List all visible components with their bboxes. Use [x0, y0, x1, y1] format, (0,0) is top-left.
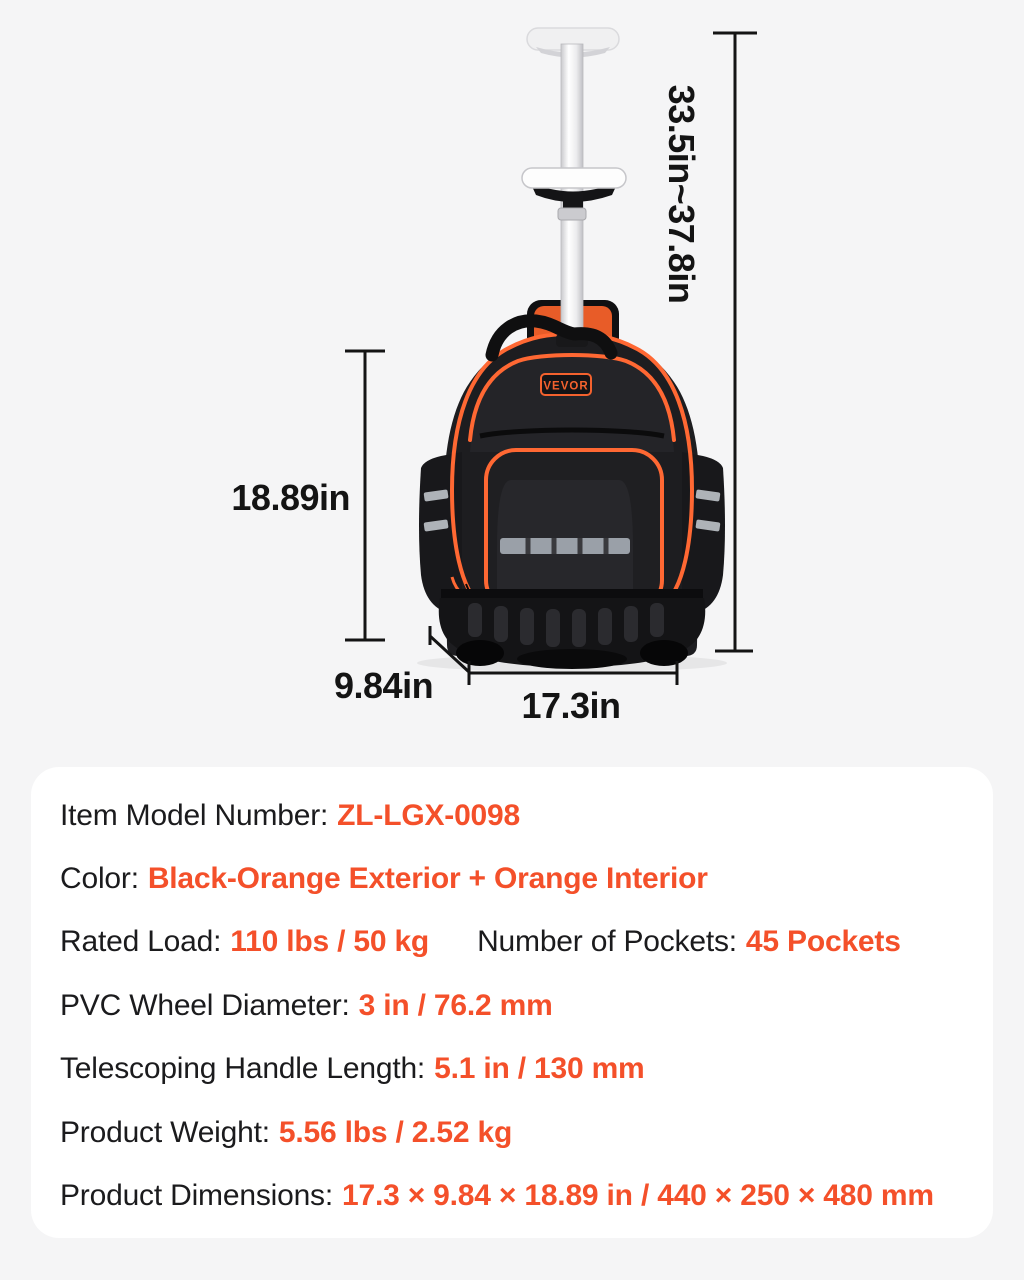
spec-row-dimensions — [60, 1164, 979, 1227]
spec-label: Item Model Number: — [60, 798, 329, 832]
spec-value: 110 lbs / 50 kg — [230, 925, 430, 959]
spec-label: Rated Load: — [60, 925, 222, 959]
spec-pair — [60, 1179, 934, 1213]
bag-depth-label: 9.84in — [334, 665, 434, 706]
spec-label: Number of Pockets: — [477, 925, 737, 959]
spec-value: 45 Pockets — [745, 925, 901, 959]
tool-elastic-band — [500, 538, 630, 554]
telescoping-handle-icon — [522, 168, 626, 220]
spec-row-handle-length — [60, 1038, 979, 1101]
spec-rows — [60, 784, 979, 1228]
spec-value: 17.3 × 9.84 × 18.89 in / 440 × 250 × 480 mm — [341, 1179, 934, 1213]
bag-width-label: 17.3in — [521, 685, 621, 726]
spec-label: PVC Wheel Diameter: — [60, 988, 350, 1022]
spec-pair — [60, 1052, 645, 1086]
spec-value: Black-Orange Exterior + Orange Interior — [147, 862, 708, 896]
left-wheel-icon — [456, 640, 504, 666]
spec-row-item-model — [60, 784, 979, 847]
spec-pair — [60, 862, 708, 896]
spec-label: Color: — [60, 862, 139, 896]
spec-value: 5.56 lbs / 2.52 kg — [278, 1115, 513, 1149]
spec-value: 3 in / 76.2 mm — [358, 988, 553, 1022]
spec-pair — [477, 925, 901, 959]
spec-row-wheel-diameter — [60, 974, 979, 1037]
spec-row-weight — [60, 1101, 979, 1164]
bag-height-dimension-line — [345, 351, 385, 640]
spec-value: ZL-LGX-0098 — [337, 798, 521, 832]
spec-pair — [60, 925, 429, 959]
spec-pair — [60, 1116, 512, 1150]
spec-value: 5.1 in / 130 mm — [434, 1052, 645, 1086]
vevor-logo-patch — [541, 374, 591, 395]
vevor-logo-text: VEVOR — [543, 380, 589, 393]
spec-label: Product Weight: — [60, 1115, 270, 1149]
right-wheel-icon — [640, 640, 688, 666]
spec-pair — [60, 989, 553, 1023]
spec-row-color — [60, 847, 979, 910]
bag-height-label: 18.89in — [231, 477, 350, 518]
spec-pair — [60, 799, 520, 833]
spec-label: Telescoping Handle Length: — [60, 1052, 426, 1086]
spec-panel — [31, 767, 993, 1238]
spec-row-load-and-pockets — [60, 911, 979, 974]
molded-base — [439, 589, 705, 669]
handle-height-label: 33.5in~37.8in — [661, 84, 702, 304]
spec-label: Product Dimensions: — [60, 1179, 333, 1213]
